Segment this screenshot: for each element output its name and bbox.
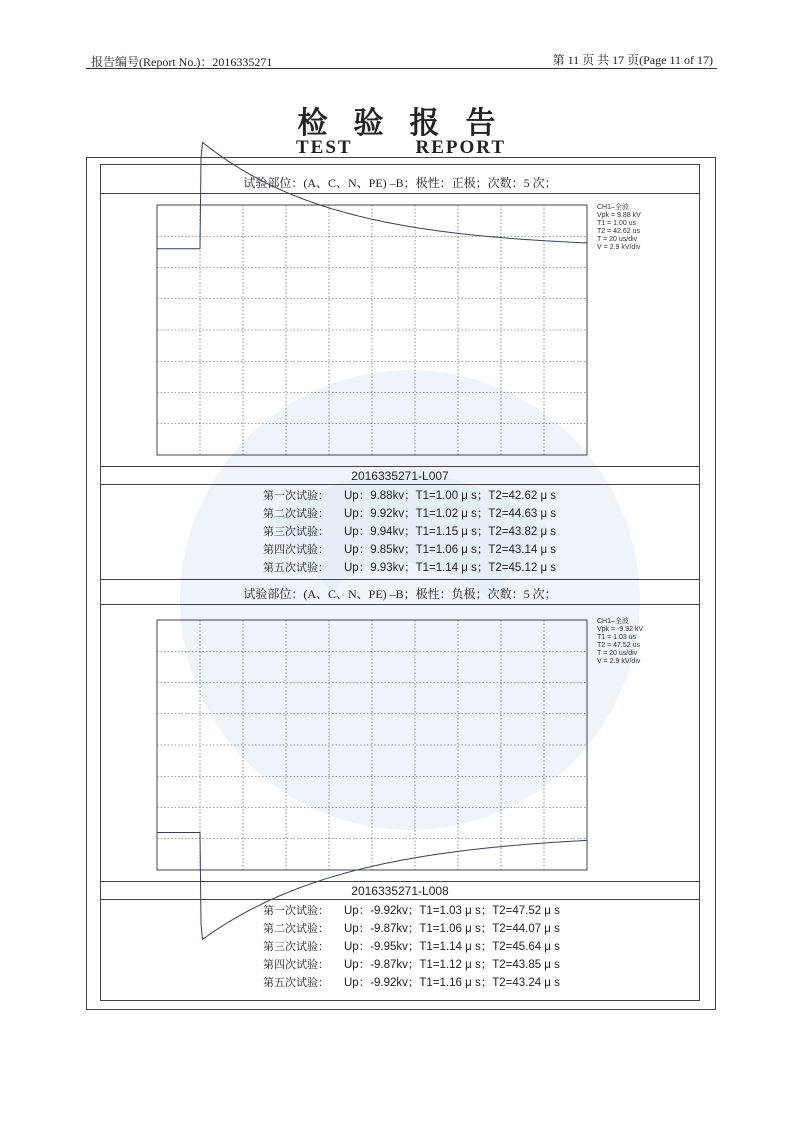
sample-id-positive: 2016335271-L007	[351, 469, 449, 483]
title-chinese: 检验报告	[297, 106, 522, 141]
divider	[100, 466, 700, 467]
page-indicator: 第 11 页 共 17 页(Page 11 of 17)	[552, 53, 713, 67]
trial-label: 第四次试验：	[263, 543, 329, 556]
divider	[100, 899, 700, 900]
waveform-chart-positive	[157, 205, 587, 455]
trial-label: 第一次试验：	[263, 489, 329, 502]
report-number-label: 报告编号(Report No.)：	[91, 55, 213, 69]
trial-label: 第二次试验：	[263, 507, 329, 520]
trial-value: Up：9.92kv；T1=1.02 μ s；T2=44.63 μ s	[344, 508, 557, 520]
trial-value: Up：9.85kv；T1=1.06 μ s；T2=43.14 μ s	[344, 544, 557, 556]
readout-line: T = 20 us/div	[597, 650, 638, 657]
divider	[100, 484, 700, 485]
title-english-report: REPORT	[415, 137, 506, 158]
trial-value: Up：-9.87kv；T1=1.12 μ s；T2=43.85 μ s	[344, 959, 560, 971]
readout-line: V = 2.9 kV/div	[597, 244, 641, 251]
readout-line: CH1–全波	[597, 618, 629, 625]
report-number-value: 2016335271	[212, 55, 273, 69]
title-english-test: TEST	[296, 137, 353, 158]
readout-line: T1 = 1.03 us	[597, 634, 637, 641]
trial-value: Up：-9.87kv；T1=1.06 μ s；T2=44.07 μ s	[344, 923, 560, 935]
test-condition-positive: 试验部位：(A、C、N、PE) –B；极性：正极；次数：5 次；	[243, 176, 557, 190]
readout-line: CH1–全波	[597, 204, 629, 211]
scope-readout-positive	[597, 204, 641, 252]
trial-value: Up：-9.95kv；T1=1.14 μ s；T2=45.64 μ s	[344, 941, 560, 953]
readout-line: Vpk = -9.92 kV	[597, 626, 644, 633]
divider	[100, 881, 700, 882]
trial-value: Up：9.94kv；T1=1.15 μ s；T2=43.82 μ s	[344, 526, 557, 538]
title-english	[296, 137, 506, 159]
readout-line: T2 = 47.52 us	[597, 642, 641, 649]
test-condition-negative: 试验部位：(A、C、N、PE) –B；极性：负极；次数：5 次；	[243, 587, 557, 601]
trial-label: 第二次试验：	[263, 922, 329, 935]
trial-label: 第一次试验：	[263, 904, 329, 917]
divider	[100, 579, 700, 580]
readout-line: Vpk = 9.88 kV	[597, 212, 641, 219]
divider	[100, 604, 700, 605]
trial-label: 第三次试验：	[263, 525, 329, 538]
readout-line: V = 2.9 kV/div	[597, 658, 641, 665]
readout-line: T = 20 us/div	[597, 236, 638, 243]
header-rule	[86, 68, 717, 69]
waveform-chart-negative	[157, 620, 587, 870]
sample-id-negative: 2016335271-L008	[351, 884, 449, 898]
trial-label: 第五次试验：	[263, 976, 329, 989]
trial-label: 第四次试验：	[263, 958, 329, 971]
trial-value: Up：9.93kv；T1=1.14 μ s；T2=45.12 μ s	[344, 562, 557, 574]
trial-label: 第五次试验：	[263, 561, 329, 574]
trial-value: Up：-9.92kv；T1=1.03 μ s；T2=47.52 μ s	[344, 905, 560, 917]
scope-readout-negative	[597, 618, 643, 666]
readout-line: T1 = 1.00 us	[597, 220, 637, 227]
trial-label: 第三次试验：	[263, 940, 329, 953]
readout-line: T2 = 42.62 us	[597, 228, 641, 235]
trial-value: Up：9.88kv；T1=1.00 μ s；T2=42.62 μ s	[344, 490, 557, 502]
divider	[100, 193, 700, 194]
trial-value: Up：-9.92kv；T1=1.16 μ s；T2=43.24 μ s	[344, 977, 560, 989]
